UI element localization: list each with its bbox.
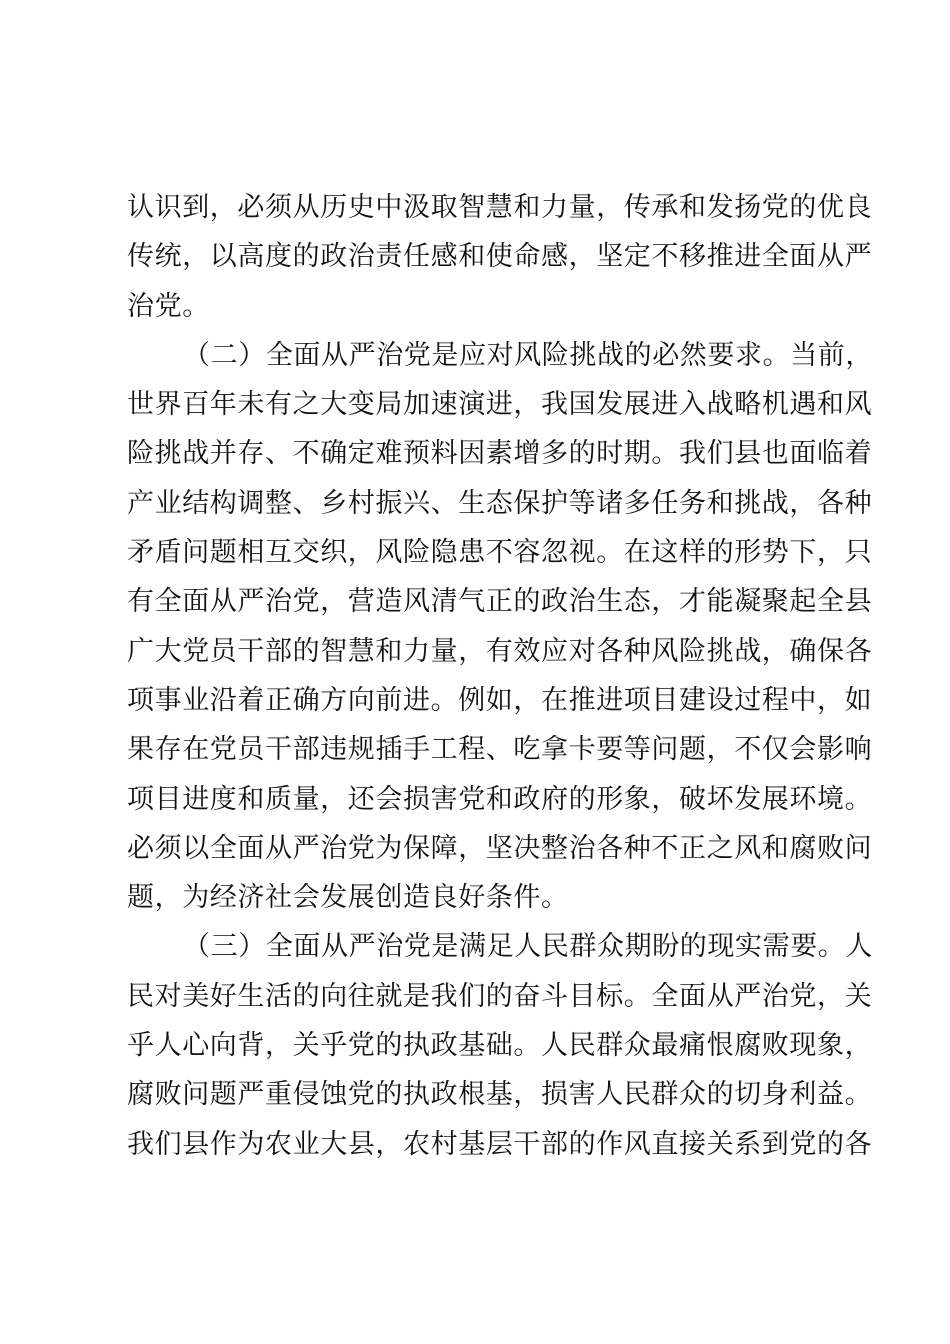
document-body <box>127 183 873 1169</box>
text-line: 题，为经济社会发展创造良好条件。 <box>127 882 569 914</box>
text-line: 产业结构调整、乡村振兴、生态保护等诸多任务和挑战，各种 <box>127 487 873 519</box>
text-line: 有全面从严治党，营造风清气正的政治生态，才能凝聚起全县 <box>127 586 873 618</box>
text-line: 果存在党员干部违规插手工程、吃拿卡要等问题，不仅会影响 <box>127 734 873 766</box>
text-line: 乎人心向背，关乎党的执政基础。人民群众最痛恨腐败现象， <box>127 1030 873 1062</box>
text-line: 世界百年未有之大变局加速演进，我国发展进入战略机遇和风 <box>127 389 873 421</box>
text-line: 矛盾问题相互交织，风险隐患不容忽视。在这样的形势下，只 <box>127 537 873 569</box>
text-line: 我们县作为农业大县，农村基层干部的作风直接关系到党的各 <box>127 1128 873 1160</box>
section-heading-line: （二）全面从严治党是应对风险挑战的必然要求。当前， <box>183 339 873 371</box>
text-line: 项目进度和质量，还会损害党和政府的形象，破坏发展环境。 <box>127 783 873 815</box>
text-line: 险挑战并存、不确定难预料因素增多的时期。我们县也面临着 <box>127 438 873 470</box>
text-line: 项事业沿着正确方向前进。例如，在推进项目建设过程中，如 <box>127 684 873 716</box>
section-heading-line: （三）全面从严治党是满足人民群众期盼的现实需要。人 <box>183 931 873 963</box>
text-line: 治党。 <box>127 290 210 322</box>
text-line: 民对美好生活的向往就是我们的奋斗目标。全面从严治党，关 <box>127 980 873 1012</box>
text-line: 传统，以高度的政治责任感和使命感，坚定不移推进全面从严 <box>127 241 873 273</box>
text-line: 认识到，必须从历史中汲取智慧和力量，传承和发扬党的优良 <box>127 192 873 223</box>
text-line: 腐败问题严重侵蚀党的执政根基，损害人民群众的切身利益。 <box>127 1079 873 1111</box>
text-line: 广大党员干部的智慧和力量，有效应对各种风险挑战，确保各 <box>127 635 873 667</box>
text-line: 必须以全面从严治党为保障，坚决整治各种不正之风和腐败问 <box>127 832 873 864</box>
